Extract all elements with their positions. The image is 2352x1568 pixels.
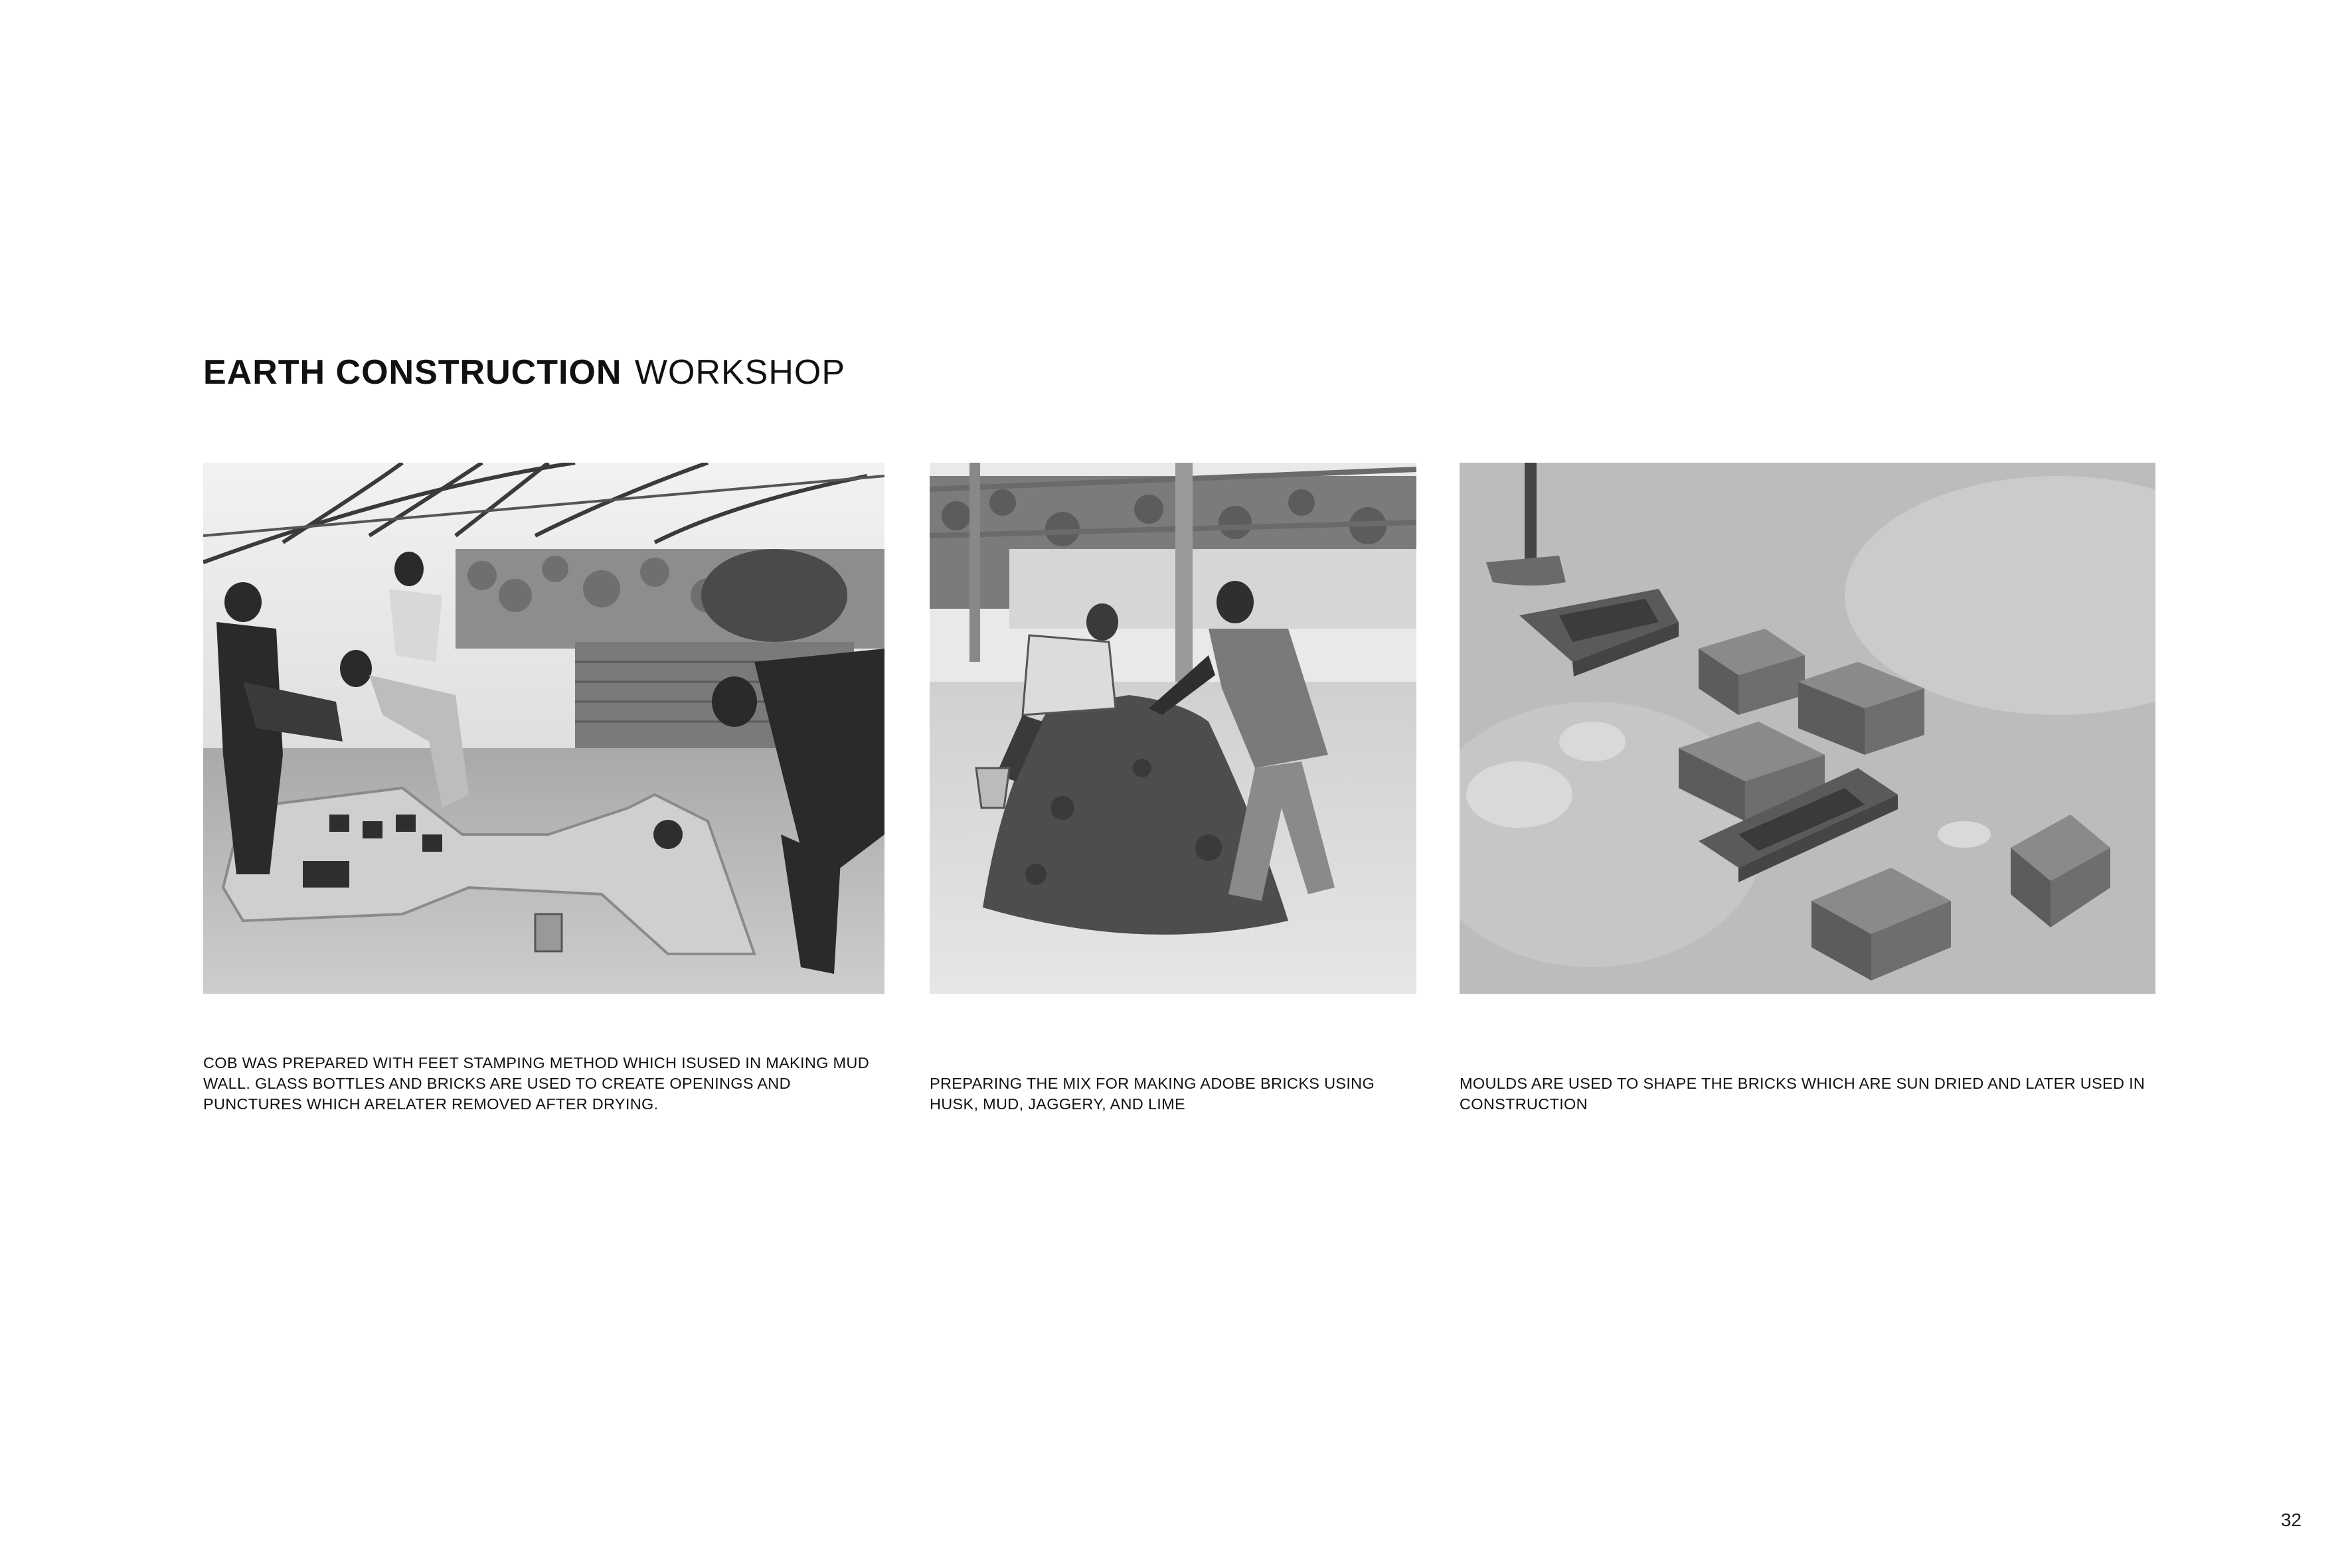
photo-brick-moulds-illustration <box>1460 463 2155 994</box>
page-title <box>203 355 845 390</box>
photo-adobe-mix <box>930 463 1416 994</box>
caption-adobe-mix: PREPARING THE MIX FOR MAKING ADOBE BRICKS USING HUSK, MUD, JAGGERY, AND LIME <box>930 1075 1375 1113</box>
page-number: 32 <box>2280 1510 2302 1530</box>
photo-cob-wall-illustration <box>203 463 884 994</box>
photo-adobe-mix-illustration <box>930 463 1416 994</box>
page-title-light: WORKSHOP <box>634 353 846 392</box>
photo-cob-wall <box>203 463 884 994</box>
photo-brick-moulds <box>1460 463 2155 994</box>
page-title-bold: EARTH CONSTRUCTION <box>203 353 622 392</box>
caption-brick-moulds: MOULDS ARE USED TO SHAPE THE BRICKS WHICH ARE SUN DRIED AND LATER USED IN CONSTRUCTION <box>1460 1075 2145 1113</box>
caption-cob-wall: COB WAS PREPARED WITH FEET STAMPING METHOD WHICH ISUSED IN MAKING MUD WALL. GLASS BOTTLES AND BRICKS ARE USED TO CREATE OPENINGS AND PUNCTURES WHICH ARELATER REMOVED AFTER DRYING. <box>203 1054 869 1113</box>
